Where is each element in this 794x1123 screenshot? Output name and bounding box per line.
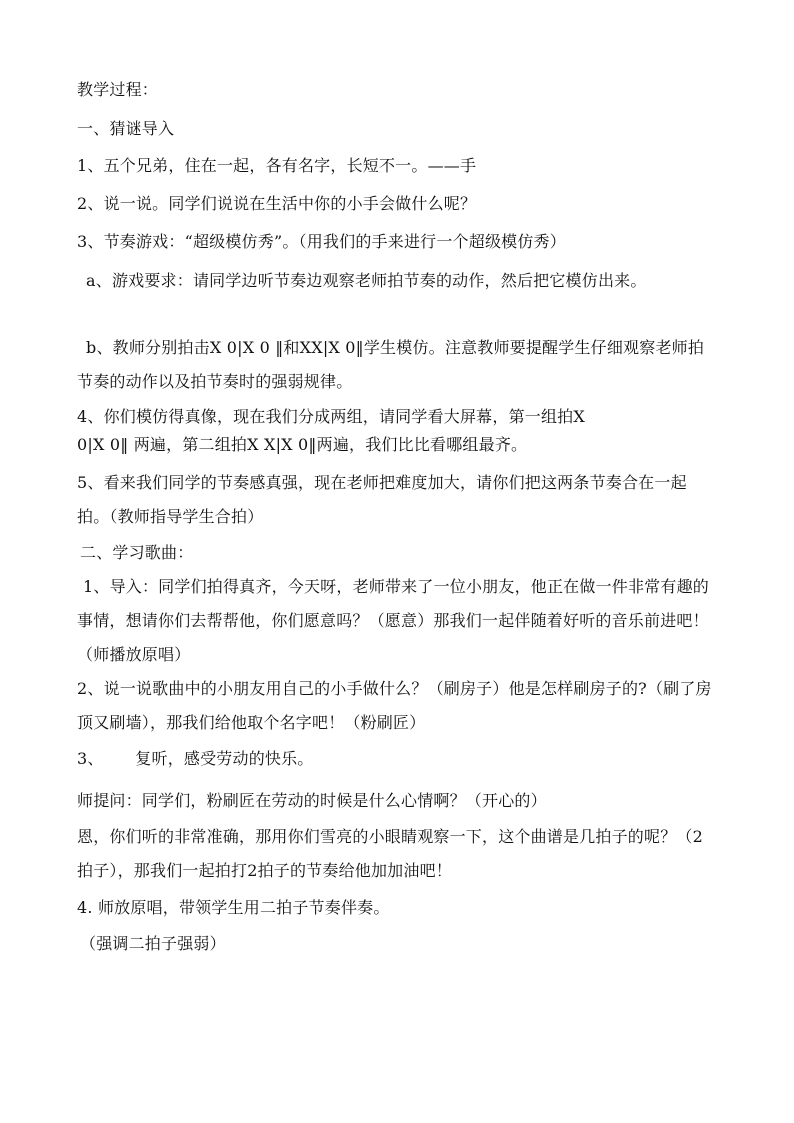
section-heading: 二、学习歌曲： xyxy=(80,543,194,562)
paragraph: 师提问：同学们，粉刷匠在劳动的时候是什么心情啊？（开心的） xyxy=(77,791,547,810)
paragraph: a、游戏要求：请同学边听节奏边观察老师拍节奏的动作，然后把它模仿出来。 xyxy=(86,271,647,290)
page-title: 教学过程： xyxy=(77,80,159,99)
section-heading: 一、猜谜导入 xyxy=(77,119,175,138)
paragraph: （强调二拍子强弱） xyxy=(80,934,226,953)
paragraph: 5、看来我们同学的节奏感真强，现在老师把难度加大，请你们把这两条节奏合在一起拍。（教师指导学生合拍） xyxy=(77,473,687,526)
paragraph: 4、你们模仿得真像，现在我们分成两组，请同学看大屏幕，第一组拍X xyxy=(77,407,585,426)
paragraph: 恩，你们听的非常准确，那用你们雪亮的小眼睛观察一下，这个曲谱是几拍子的呢？（2拍子），那我们一起拍打2拍子的节奏给他加加油吧！ xyxy=(77,827,703,880)
paragraph: 3、 复听，感受劳动的快乐。 xyxy=(77,749,314,768)
paragraph: 2、说一说歌曲中的小朋友用自己的小手做什么？（刷房子）他是怎样刷房子的?（刷了房顶又刷墙），那我们给他取个名字吧！（粉刷匠） xyxy=(77,679,712,732)
paragraph: 1、五个兄弟，住在一起，各有名字，长短不一。——手 xyxy=(77,156,477,175)
paragraph: 2、说一说。同学们说说在生活中你的小手会做什么呢？ xyxy=(77,194,477,213)
paragraph: 4. 师放原唱，带领学生用二拍子节奏伴奏。 xyxy=(77,898,390,917)
paragraph: 3、节奏游戏：“超级模仿秀”。（用我们的手来进行一个超级模仿秀） xyxy=(77,232,566,251)
paragraph: 0|X 0‖ 两遍，第二组拍X X|X 0‖两遍，我们比比看哪组最齐。 xyxy=(77,435,528,454)
paragraph: b、教师分别拍击X 0|X 0 ‖和XX|X 0‖学生模仿。注意教师要提醒学生仔细观察老师拍节奏的动作以及拍节奏时的强弱规律。 xyxy=(77,338,705,391)
paragraph: 1、导入：同学们拍得真齐，今天呀，老师带来了一位小朋友，他正在做一件非常有趣的事情，想请你们去帮帮他，你们愿意吗？（愿意）那我们一起伴随着好听的音乐前进吧！（师播放原唱） xyxy=(77,577,709,664)
